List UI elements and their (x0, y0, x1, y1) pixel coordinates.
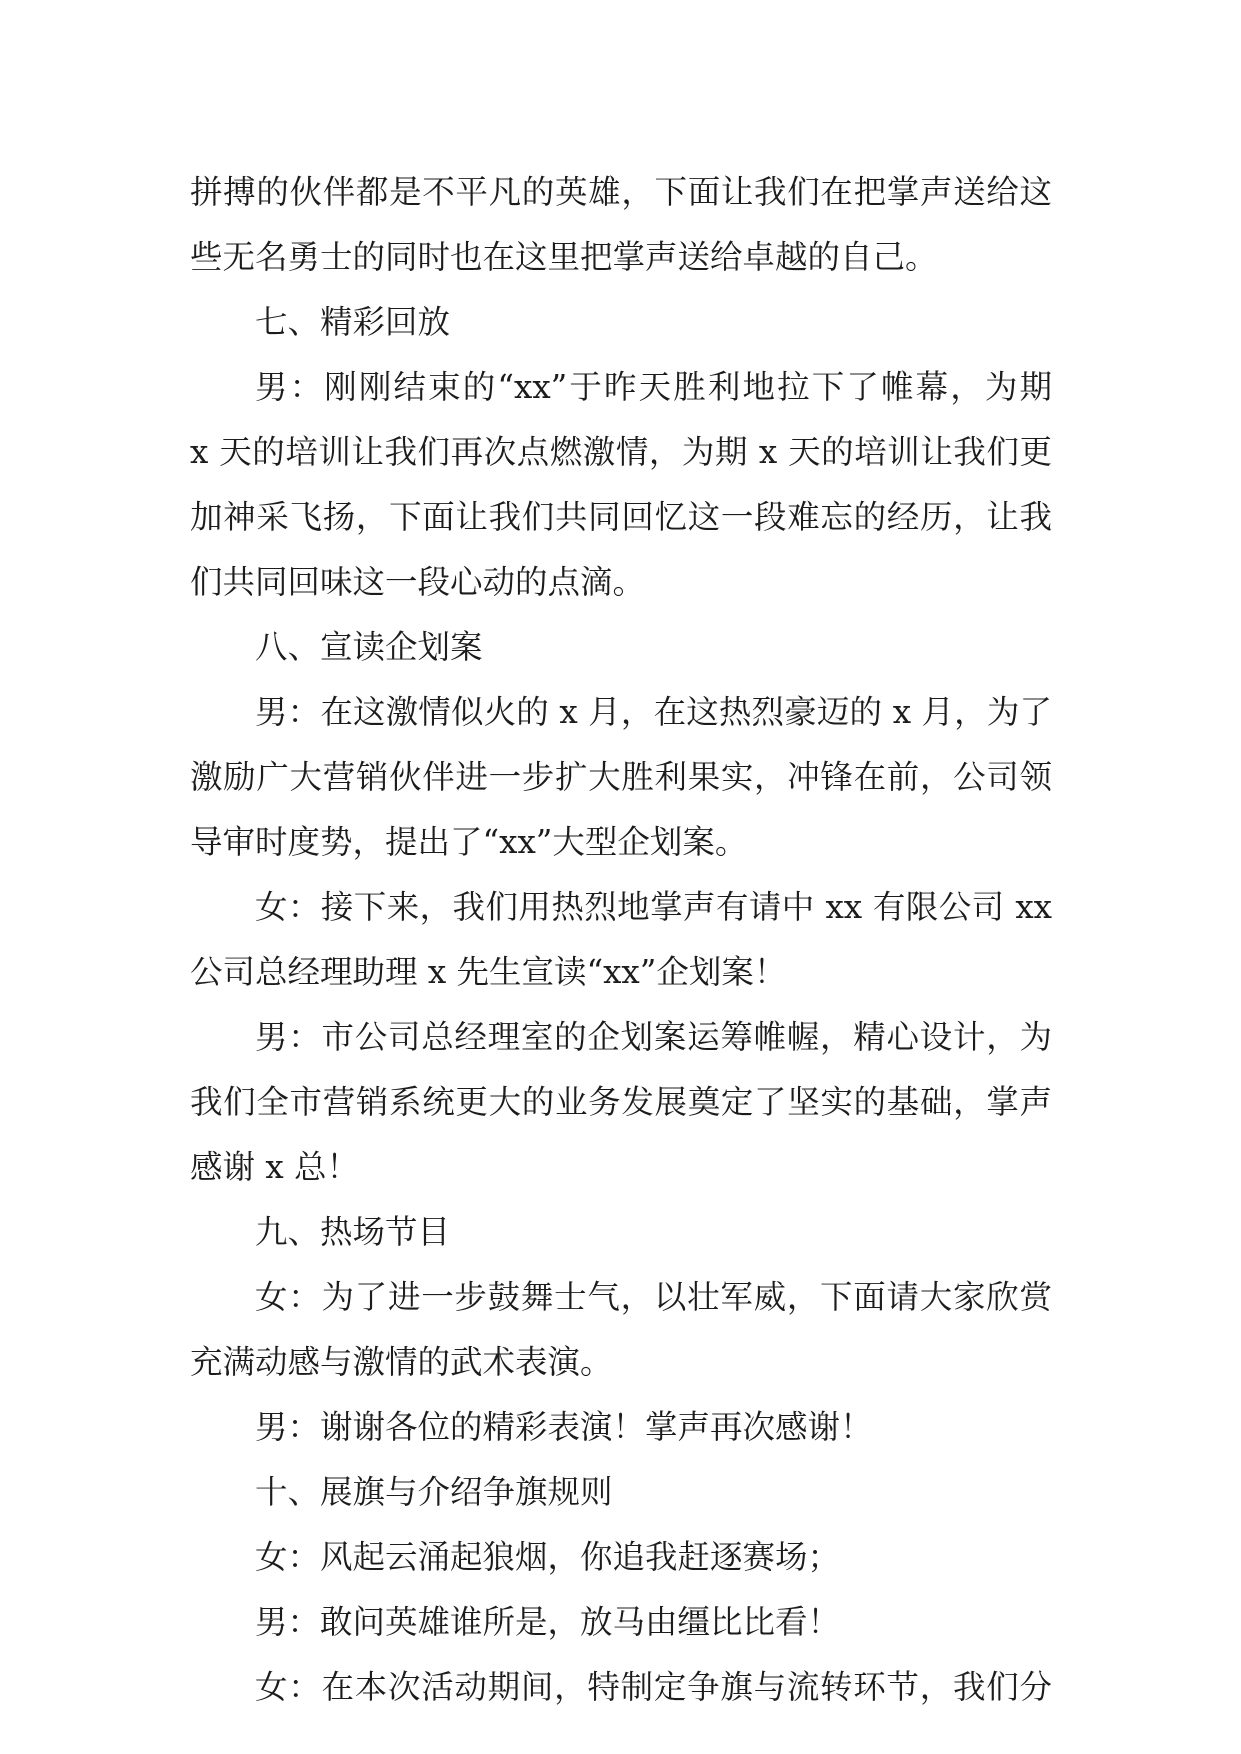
text-line: 充满动感与激情的武术表演。 (190, 1343, 613, 1381)
text-line: 我们全市营销系统更大的业务发展奠定了坚实的基础，掌声 (190, 1083, 1052, 1121)
section-heading: 九、热场节目 (255, 1213, 451, 1251)
text-line: 感谢 x 总！ (190, 1148, 359, 1186)
text-line: 女：风起云涌起狼烟，你追我赶逐赛场； (255, 1538, 841, 1576)
text-line: 女：在本次活动期间，特制定争旗与流转环节，我们分 (255, 1668, 1052, 1706)
text-line: 男：刚刚结束的“xx”于昨天胜利地拉下了帷幕，为期 (255, 368, 1052, 406)
text-line: 激励广大营销伙伴进一步扩大胜利果实，冲锋在前，公司领 (190, 758, 1052, 796)
text-line: 们共同回味这一段心动的点滴。 (190, 563, 646, 601)
text-line: 男：谢谢各位的精彩表演！掌声再次感谢！ (255, 1408, 873, 1446)
text-line: 导审时度势，提出了“xx”大型企划案。 (190, 823, 748, 861)
text-line: 些无名勇士的同时也在这里把掌声送给卓越的自己。 (190, 238, 938, 276)
text-line: 男：市公司总经理室的企划案运筹帷幄，精心设计，为 (255, 1018, 1052, 1056)
text-line: x 天的培训让我们再次点燃激情，为期 x 天的培训让我们更 (190, 433, 1052, 471)
text-line: 男：敢问英雄谁所是，放马由缰比比看！ (255, 1603, 841, 1641)
document-body (190, 160, 1052, 1720)
section-heading: 十、展旗与介绍争旗规则 (255, 1473, 613, 1511)
text-line: 女：为了进一步鼓舞士气，以壮军威，下面请大家欣赏 (255, 1278, 1052, 1316)
text-line: 男：在这激情似火的 x 月，在这热烈豪迈的 x 月，为了 (255, 693, 1052, 731)
text-line: 公司总经理助理 x 先生宣读“xx”企划案！ (190, 953, 787, 991)
section-heading: 八、宣读企划案 (255, 628, 483, 666)
text-line: 女：接下来，我们用热烈地掌声有请中 xx 有限公司 xx (255, 888, 1052, 926)
text-line: 加神采飞扬，下面让我们共同回忆这一段难忘的经历，让我 (190, 498, 1052, 536)
section-heading: 七、精彩回放 (255, 303, 451, 341)
text-line: 拼搏的伙伴都是不平凡的英雄，下面让我们在把掌声送给这 (190, 173, 1052, 211)
